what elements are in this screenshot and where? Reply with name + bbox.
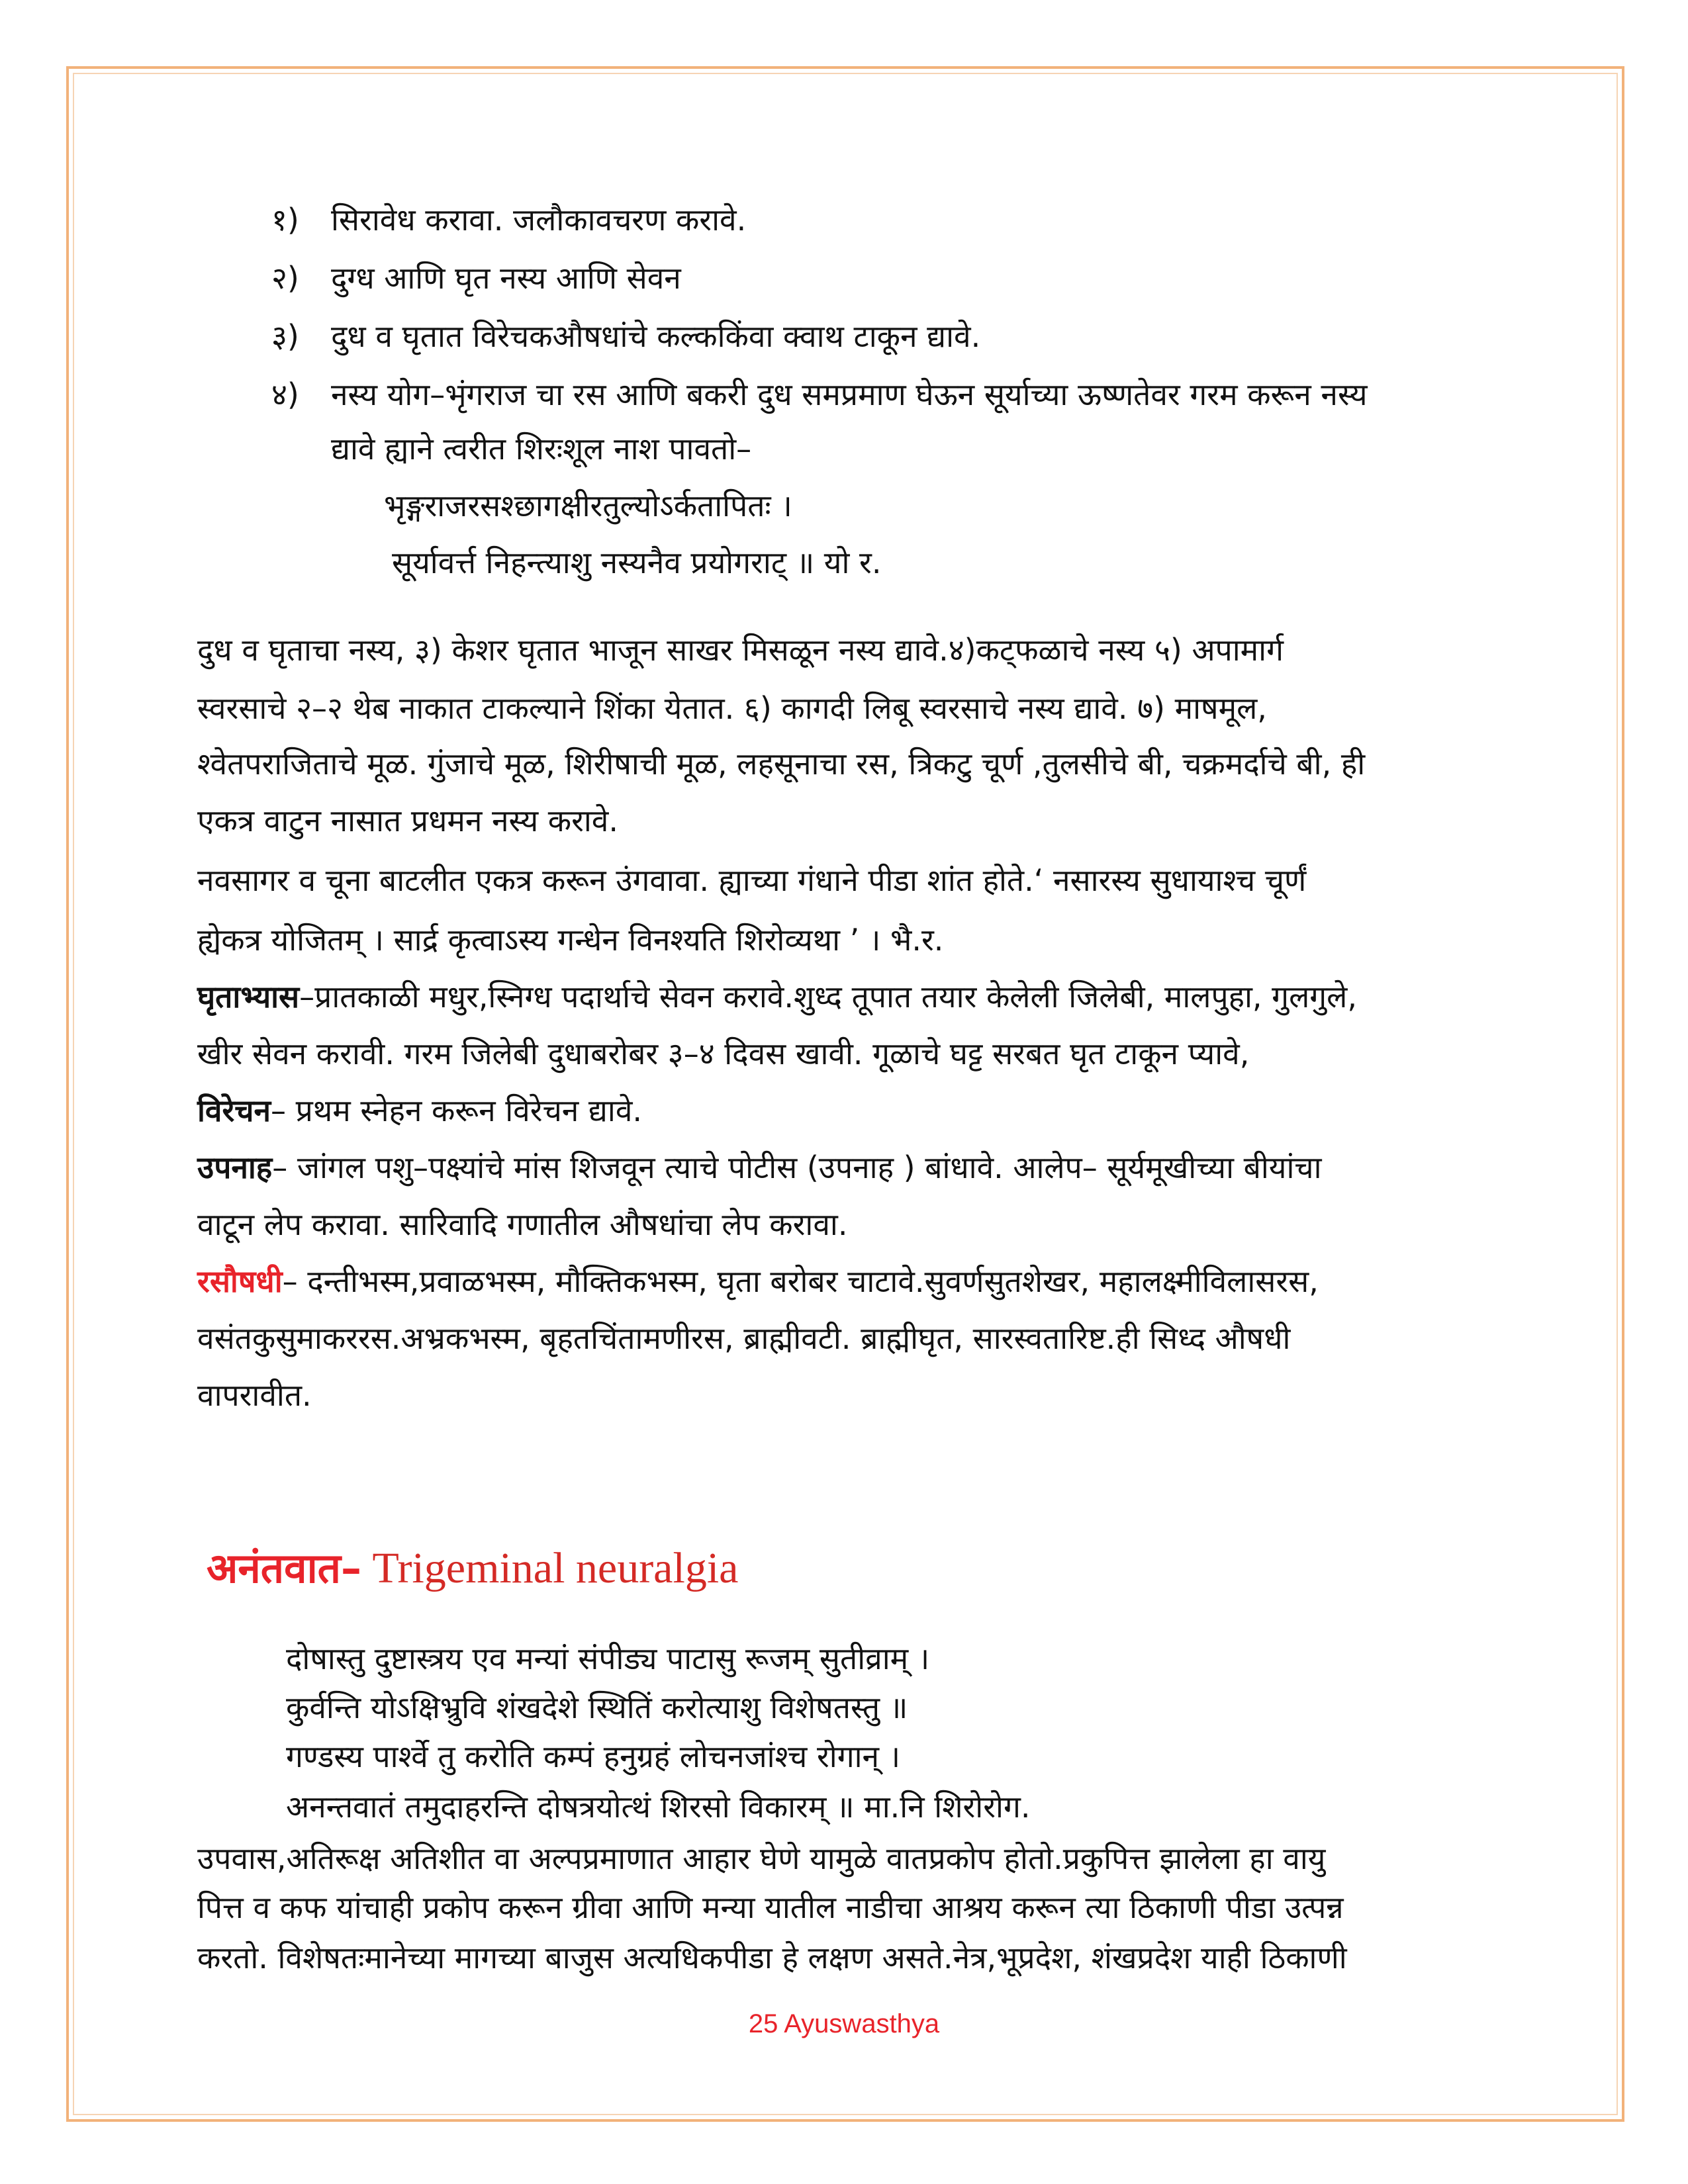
virechan-label: विरेचन — [197, 1093, 271, 1128]
virechan-text: – प्रथम स्नेहन करून विरेचन द्यावे. — [271, 1093, 643, 1128]
paragraph-line: दुध व घृताचा नस्य, ३) केशर घृतात भाजून साखर मिसळून नस्य द्यावे.४)कट्फळाचे नस्य ५) अपामार्ग — [197, 632, 1284, 668]
list-number: १) — [271, 202, 299, 238]
ghrita-label: घृताभ्यास — [197, 979, 300, 1015]
paragraph-line: वापरावीत. — [197, 1377, 312, 1413]
page-footer: 25 Ayuswasthya — [748, 2009, 940, 2038]
verse-line: गण्डस्य पार्श्वे तु करोति कम्पं हनुग्रहं लोचनजांश्च रोगान् । — [286, 1739, 901, 1774]
list-text: सिरावेध करावा. जलौकावचरण करावे. — [331, 202, 747, 238]
verse-line: भृङ्गराजरसश्छागक्षीरतुल्योऽर्कतापितः । — [384, 488, 792, 523]
paragraph-line: उपवास,अतिरूक्ष अतिशीत वा अल्पप्रमाणात आहार घेणे यामुळे वातप्रकोप होतो.प्रकुपित्त झालेला हा वायु — [197, 1841, 1326, 1876]
paragraph-line: वाटून लेप करावा. सारिवादि गणातील औषधांचा लेप करावा. — [197, 1206, 848, 1242]
paragraph-line: खीर सेवन करावी. गरम जिलेबी दुधाबरोबर ३–४ दिवस खावी. गूळाचे घट्ट सरबत घृत टाकून प्यावे, — [197, 1036, 1250, 1071]
paragraph-line: स्वरसाचे २–२ थेब नाकात टाकल्याने शिंका येतात. ६) कागदी लिबू स्वरसाचे नस्य द्यावे. ७) माषमूल, — [197, 690, 1267, 726]
ghrita-text: –प्रातकाळी मधुर,स्निग्ध पदार्थाचे सेवन करावे.शुध्द तूपात तयार केलेली जिलेबी, मालपुहा, गुलगुले, — [299, 979, 1357, 1015]
rasaushadhi-line — [197, 1261, 1319, 1301]
ghrita-line — [197, 977, 1357, 1017]
heading-marathi: अनंतवात– — [207, 1544, 361, 1592]
verse-line: कुर्वन्ति योऽक्षिभ्रुवि शंखदेशे स्थितिं करोत्याशु विशेषतस्तु ॥ — [286, 1690, 908, 1725]
list-item-continuation: द्यावे ह्याने त्वरीत शिरःशूल नाश पावतो– — [331, 431, 752, 467]
upanah-text: – जांगल पशु–पक्ष्यांचे मांस शिजवून त्याचे पोटीस (उपनाह ) बांधावे. आलेप– सूर्यमूखीच्या बीयांचा — [272, 1150, 1322, 1185]
paragraph-line: पित्त व कफ यांचाही प्रकोप करून ग्रीवा आणि मन्या यातील नाडीचा आश्रय करून त्या ठिकाणी पीडा उत्पन्न — [197, 1889, 1344, 1925]
rasaushadhi-text: – दन्तीभस्म,प्रवाळभस्म, मौक्तिकभस्म, घृता बरोबर चाटावे.सुवर्णसुतशेखर, महालक्ष्मीविलासरस, — [282, 1263, 1319, 1299]
paragraph-line: श्वेतपराजिताचे मूळ. गुंजाचे मूळ, शिरीषाची मूळ, लहसूनाचा रस, त्रिकटु चूर्ण ,तुलसीचे बी, चक्रमर्दाचे बी, ही — [197, 746, 1366, 782]
virechan-line — [197, 1091, 642, 1130]
paragraph-line: नवसागर व चूना बाटलीत एकत्र करून उंगवावा. ह्याच्या गंधाने पीडा शांत होते.‘ नसारस्य सुधायाश्च चूर्णं — [197, 862, 1307, 898]
heading-english: Trigeminal neuralgia — [361, 1544, 739, 1592]
paragraph-line: करतो. विशेषतःमानेच्या मागच्या बाजुस अत्यधिकपीडा हे लक्षण असते.नेत्र,भूप्रदेश, शंखप्रदेश याही ठिकाणी — [197, 1940, 1347, 1976]
upanah-label: उपनाह — [197, 1150, 273, 1185]
list-number: ४) — [271, 377, 299, 412]
upanah-line — [197, 1148, 1322, 1187]
list-text: दुग्ध आणि घृत नस्य आणि सेवन — [331, 260, 681, 296]
list-item — [271, 200, 746, 240]
list-item — [271, 316, 980, 356]
paragraph-line: वसंतकुसुमाकररस.अभ्रकभस्म, बृहतचिंतामणीरस, ब्राह्मीवटी. ब्राह्मीघृत, सारस्वतारिष्ट.ही सिध्द औषधी — [197, 1320, 1291, 1356]
rasaushadhi-label: रसौषधी — [197, 1263, 283, 1299]
section-heading — [207, 1542, 738, 1595]
list-text: नस्य योग–भृंगराज चा रस आणि बकरी दुध समप्रमाण घेऊन सूर्याच्या ऊष्णतेवर गरम करून नस्य — [331, 377, 1368, 412]
verse-line: अनन्तवातं तमुदाहरन्ति दोषत्रयोत्थं शिरसो विकारम् ॥ मा.नि शिरोरोग. — [286, 1789, 1031, 1825]
verse-line: सूर्यावर्त्त निहन्त्याशु नस्यनैव प्रयोगराट् ॥ यो र. — [392, 545, 882, 580]
list-item — [271, 258, 681, 298]
list-number: २) — [271, 260, 299, 296]
list-item — [271, 375, 1368, 414]
paragraph-line: एकत्र वाटुन नासात प्रधमन नस्य करावे. — [197, 803, 619, 839]
paragraph-line: ह्येकत्र योजितम् । सार्द्र कृत्वाऽस्य गन्धेन विनश्यति शिरोव्यथा ’ । भै.र. — [197, 922, 944, 958]
list-number: ३) — [271, 318, 299, 354]
list-text: दुध व घृतात विरेचकऔषधांचे कल्ककिंवा क्वाथ टाकून द्यावे. — [331, 318, 981, 354]
verse-line: दोषास्तु दुष्टास्त्रय एव मन्यां संपीड्य पाटासु रूजम् सुतीव्राम् । — [286, 1641, 930, 1676]
